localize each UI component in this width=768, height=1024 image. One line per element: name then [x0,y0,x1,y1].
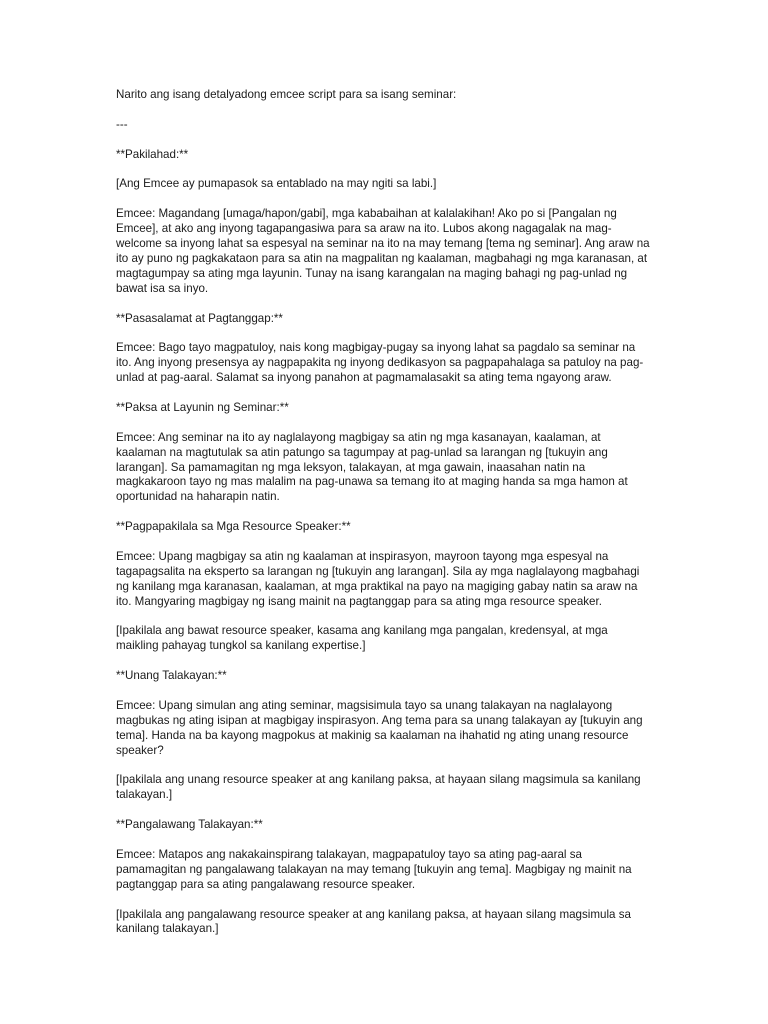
section-heading-pasasalamat: **Pasasalamat at Pagtanggap:** [116,311,283,325]
emcee-paragraph: Emcee: Upang simulan ang ating seminar, magsisimula tayo sa unang talakayan na naglalayong magbukas ng ating isipan at magbigay inspirasyon. Ang tema para sa unang talakayan ay [tukuyin ang tema]. Handa na ba kayong magpokus at makinig sa kaalaman na ihahatid ng ating unang resource speaker? [116,698,646,757]
document-page [116,88,651,952]
emcee-paragraph: Emcee: Upang magbigay sa atin ng kaalaman at inspirasyon, mayroon tayong mga espesyal na tagapagsalita na eksperto sa larangan ng [tukuyin ang larangan]. Sila ay mga naglalayong magbahagi ng kanilang mga karanasan, kaalaman, at mga praktikal na payo na magiging gabay natin sa araw na ito. Mangyaring magbigay ng isang mainit na pagtanggap para sa ating mga resource speaker. [116,549,643,608]
emcee-paragraph: Emcee: Bago tayo magpatuloy, nais kong magbigay-pugay sa inyong lahat sa pagdalo sa seminar na ito. Ang inyong presensya ay nagpapakita ng inyong dedikasyon sa pagpapahalaga sa patuloy na pag-unlad at pag-aaral. Salamat sa inyong panahon at pagmamalasakit sa ating tema ngayong araw. [116,341,644,385]
emcee-paragraph: Emcee: Magandang [umaga/hapon/gabi], mga kababaihan at kalalakihan! Ako po si [Pangalan ng Emcee], at ako ang inyong tagapangasiwa para sa araw na ito. Lubos akong nagagalak na mag-welcome sa inyong lahat sa espesyal na seminar na ito na may temang [tema ng seminar]. Ang araw na ito ay puno ng pagkakataon para sa atin na magpalitan ng kaalaman, magbahagi ng mga karanasan, at magtagumpay sa ating mga layunin. Tunay na isang karangalan na maging bahagi ng pag-unlad ng bawat isa sa inyo. [116,207,653,295]
section-heading-pagpapakilala: **Pagpapakilala sa Mga Resource Speaker:** [116,520,351,534]
stage-direction: [Ipakilala ang pangalawang resource speaker at ang kanilang paksa, at hayaan silang magsimula sa kanilang talakayan.] [116,907,635,936]
stage-direction: [Ipakilala ang unang resource speaker at ang kanilang paksa, at hayaan silang magsimula sa kanilang talakayan.] [116,773,644,802]
intro-line: Narito ang isang detalyadong emcee script para sa isang seminar: [116,88,457,101]
stage-direction: [Ang Emcee ay pumapasok sa entablado na may ngiti sa labi.] [116,177,437,191]
section-heading-pakilahad: **Pakilahad:** [116,147,189,161]
emcee-paragraph: Emcee: Matapos ang nakakainspirang talakayan, magpapatuloy tayo sa ating pag-aaral sa pamamagitan ng pangalawang talakayan na may temang [tukuyin ang tema]. Magbigay ng mainit na pagtanggap para sa ating pangalawang resource speaker. [116,847,635,891]
emcee-paragraph: Emcee: Ang seminar na ito ay naglalayong magbigay sa atin ng mga kasanayan, kaalaman, at kaalaman na magtutulak sa atin patungo sa tagumpay at pag-unlad sa larangan ng [tukuyin ang larangan]. Sa pamamagitan ng mga leksyon, talakayan, at mga gawain, inaasahan natin na magkakaroon tayo ng mas malalim na pag-unawa sa temang ito at maging handa sa mga hamon at oportunidad na haharapin natin. [116,430,631,504]
section-heading-pangalawang-talakayan: **Pangalawang Talakayan:** [116,818,263,832]
separator-line: --- [116,117,128,131]
section-heading-unang-talakayan: **Unang Talakayan:** [116,669,227,683]
stage-direction: [Ipakilala ang bawat resource speaker, kasama ang kanilang mga pangalan, kredensyal, at mga maikling pahayag tungkol sa kanilang expertise.] [116,624,611,653]
section-heading-paksa: **Paksa at Layunin ng Seminar:** [116,400,289,414]
